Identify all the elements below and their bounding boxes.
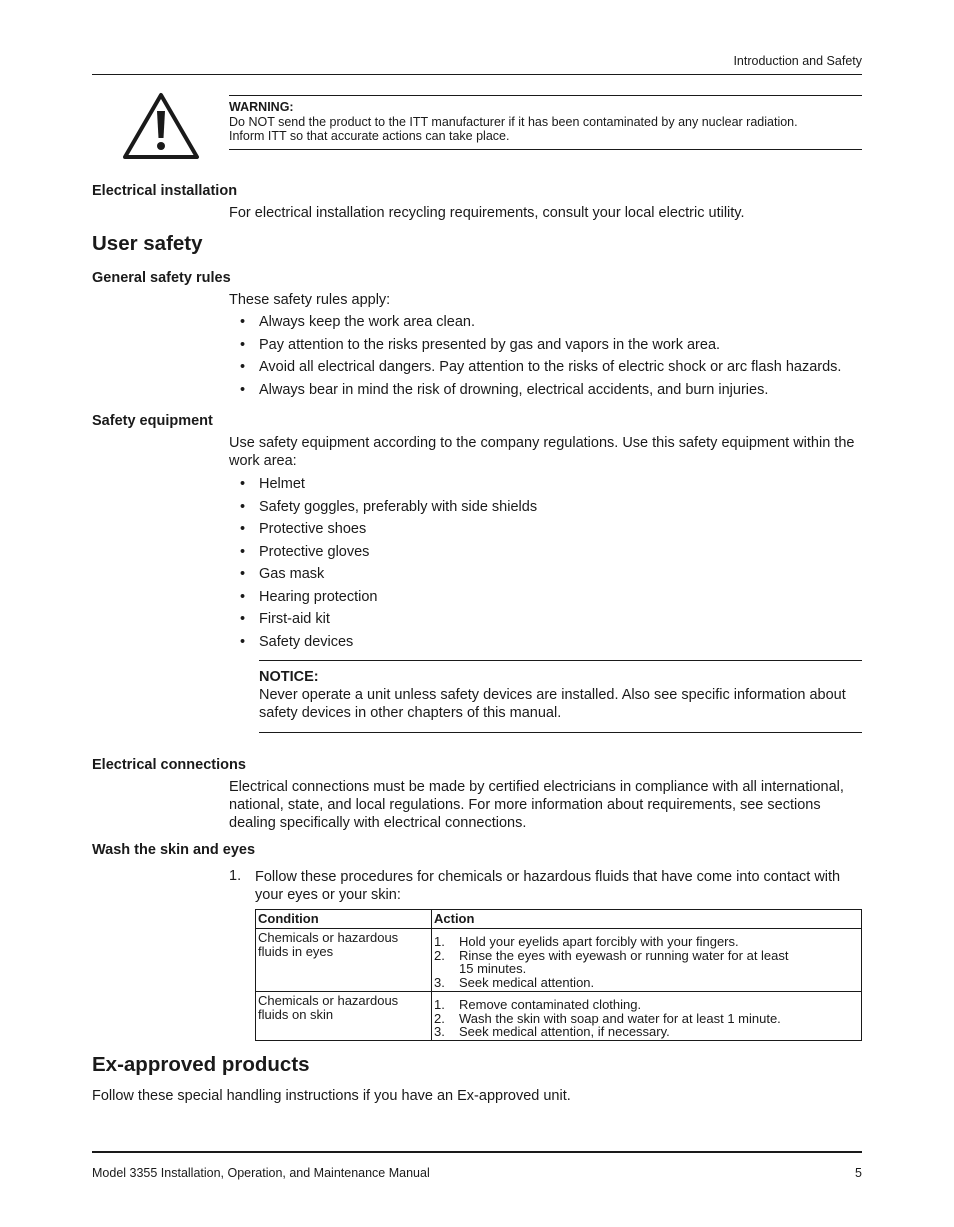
condition-cell: Chemicals or hazardous fluids in eyes	[256, 929, 432, 992]
bullet: •	[240, 633, 246, 650]
ex-approved-text: Follow these special handling instructions if you have an Ex-approved unit.	[92, 1088, 571, 1104]
electrical-connections-heading: Electrical connections	[92, 757, 246, 773]
bullet: •	[240, 566, 246, 582]
bullet: •	[240, 476, 246, 492]
list-item: • Avoid all electrical dangers. Pay attention to the risks of electric shock or arc flash hazards.	[240, 359, 842, 375]
table-header-row	[256, 910, 862, 929]
column-header-condition: Condition	[256, 910, 432, 929]
general-safety-rules-heading: General safety rules	[92, 270, 231, 286]
bullet: •	[240, 314, 246, 330]
safety-equipment-heading: Safety equipment	[92, 413, 213, 429]
list-item: 2. Wash the skin with soap and water for at least 1 minute.	[434, 1010, 781, 1026]
page-number: 5	[855, 1166, 862, 1180]
warning-title: WARNING:	[229, 100, 294, 114]
list-item: 2. Rinse the eyes with eyewash or running water for at least 15 minutes.	[434, 947, 789, 977]
bullet: •	[240, 611, 246, 627]
bullet: •	[240, 359, 246, 375]
header-rule	[92, 74, 862, 75]
list-item: • Safety goggles, preferably with side shields	[240, 498, 538, 515]
warning-body	[229, 115, 854, 143]
list-item: 1. Remove contaminated clothing.	[434, 997, 642, 1012]
notice-title: NOTICE:	[259, 669, 319, 685]
notice-bottom-rule	[259, 732, 862, 733]
safety-equipment-intro: Use safety equipment according to the company regulations. Use this safety equipment within the work area:	[229, 435, 855, 469]
list-item: 3. Seek medical attention.	[434, 974, 595, 990]
electrical-installation-text: For electrical installation recycling requirements, consult your local electric utility.	[229, 205, 745, 221]
list-item: • Protective gloves	[240, 543, 370, 560]
general-safety-list	[229, 313, 863, 403]
bullet: •	[240, 498, 246, 515]
warning-bottom-rule	[229, 149, 862, 150]
list-item: • Always keep the work area clean.	[240, 314, 475, 330]
action-cell	[432, 929, 862, 992]
warning-triangle-icon	[122, 92, 200, 160]
warning-top-rule	[229, 95, 862, 96]
step-number: 1.	[229, 868, 242, 884]
list-item: 3. Seek medical attention, if necessary.	[434, 1024, 670, 1040]
bullet: •	[240, 521, 246, 537]
warning-line-2: Inform ITT so that accurate actions can take place.	[229, 129, 510, 143]
ex-approved-heading: Ex-approved products	[92, 1053, 310, 1076]
list-item: • Protective shoes	[240, 521, 367, 537]
list-item: • Pay attention to the risks presented by gas and vapors in the work area.	[240, 336, 721, 353]
notice-top-rule	[259, 660, 862, 661]
list-item: • First-aid kit	[240, 611, 330, 627]
notice-text: Never operate a unit unless safety devices are installed. Also see specific information about safety devices in other chapters of this manual.	[259, 687, 846, 721]
table-row	[256, 992, 862, 1041]
running-header: Introduction and Safety	[733, 54, 862, 68]
list-item: • Hearing protection	[240, 588, 378, 605]
list-item: • Gas mask	[240, 566, 325, 582]
bullet: •	[240, 336, 246, 353]
table-row	[256, 929, 862, 992]
list-item: 1. Hold your eyelids apart forcibly with your fingers.	[434, 934, 739, 949]
action-cell	[432, 992, 862, 1041]
user-safety-heading: User safety	[92, 232, 203, 255]
wash-heading: Wash the skin and eyes	[92, 842, 256, 858]
electrical-connections-text: Electrical connections must be made by certified electricians in compliance with all international, national, state, and local regulations. For more information about requirements, see sections dealing specifically with electrical connections.	[229, 779, 844, 831]
condition-action-table	[255, 909, 862, 1041]
action-list	[434, 935, 859, 989]
step-text: Follow these procedures for chemicals or hazardous fluids that have come into contact with your eyes or your skin:	[255, 869, 841, 903]
bullet: •	[240, 588, 246, 605]
footer-rule	[92, 1151, 862, 1153]
general-safety-intro: These safety rules apply:	[229, 292, 391, 308]
bullet: •	[240, 543, 246, 560]
column-header-action: Action	[432, 910, 862, 929]
footer-manual-title: Model 3355 Installation, Operation, and Maintenance Manual	[92, 1166, 430, 1180]
action-list	[434, 998, 859, 1039]
list-item: • Always bear in mind the risk of drowning, electrical accidents, and burn injuries.	[240, 381, 769, 398]
electrical-installation-heading: Electrical installation	[92, 183, 238, 199]
list-item: • Safety devices	[240, 633, 354, 650]
bullet: •	[240, 381, 246, 398]
list-item: • Helmet	[240, 476, 305, 492]
safety-equipment-list	[229, 475, 863, 655]
warning-line-1: Do NOT send the product to the ITT manufacturer if it has been contaminated by any nuclear radiation.	[229, 115, 798, 129]
condition-cell: Chemicals or hazardous fluids on skin	[256, 992, 432, 1041]
